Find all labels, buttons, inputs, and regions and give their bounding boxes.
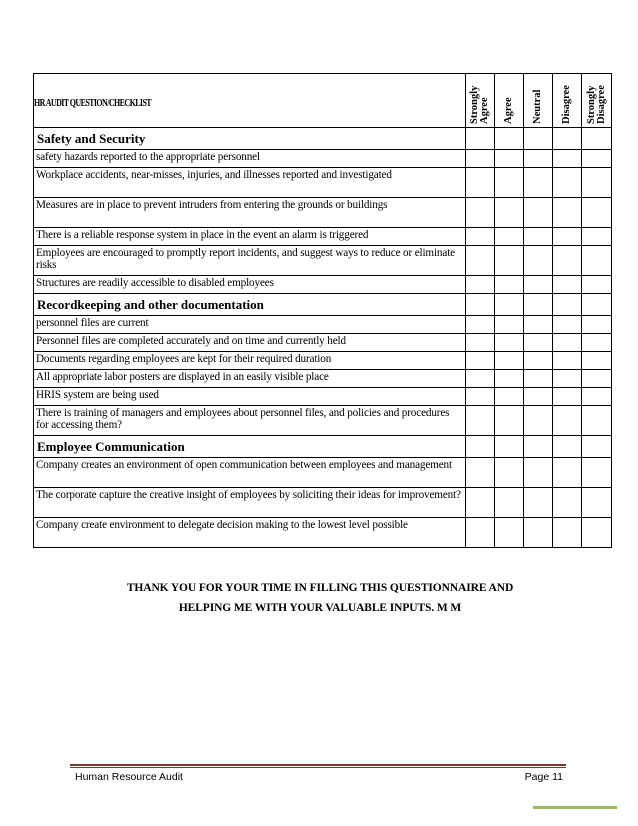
rating-cell-disagree[interactable]: [553, 518, 582, 548]
rating-cell-neutral[interactable]: [524, 276, 553, 294]
section-rating-cell: [582, 294, 612, 316]
table-row: [34, 370, 612, 388]
thank-you-note: [60, 578, 580, 618]
rating-cell-strongly-disagree[interactable]: [582, 198, 612, 228]
question-cell: Documents regarding employees are kept for their required duration: [34, 352, 466, 370]
rating-cell-strongly-disagree[interactable]: [582, 228, 612, 246]
rating-cell-strongly-agree[interactable]: [466, 458, 495, 488]
rating-header-neutral: Neutral: [524, 74, 553, 128]
rating-cell-strongly-agree[interactable]: [466, 518, 495, 548]
rating-cell-disagree[interactable]: [553, 168, 582, 198]
footer-document-title: Human Resource Audit: [75, 771, 183, 783]
question-cell: The corporate capture the creative insight of employees by soliciting their ideas for improvement?: [34, 488, 466, 518]
section-rating-cell: [466, 436, 495, 458]
question-cell: Measures are in place to prevent intruders from entering the grounds or buildings: [34, 198, 466, 228]
rating-cell-agree[interactable]: [495, 518, 524, 548]
rating-cell-disagree[interactable]: [553, 388, 582, 406]
section-row: [34, 436, 612, 458]
rating-cell-disagree[interactable]: [553, 246, 582, 276]
rating-cell-disagree[interactable]: [553, 198, 582, 228]
question-cell: Employees are encouraged to promptly report incidents, and suggest ways to reduce or eliminate risks: [34, 246, 466, 276]
question-cell: personnel files are current: [34, 316, 466, 334]
rating-cell-agree[interactable]: [495, 488, 524, 518]
section-rating-cell: [553, 294, 582, 316]
thank-you-line-1: THANK YOU FOR YOUR TIME IN FILLING THIS QUESTIONNAIRE AND: [126, 582, 514, 594]
rating-header-strongly-disagree: Strongly Disagree: [582, 74, 612, 128]
table-row: [34, 276, 612, 294]
rating-cell-disagree[interactable]: [553, 316, 582, 334]
rating-cell-strongly-agree[interactable]: [466, 334, 495, 352]
rating-cell-disagree[interactable]: [553, 334, 582, 352]
table-row: [34, 246, 612, 276]
rating-cell-neutral[interactable]: [524, 168, 553, 198]
rating-cell-strongly-disagree[interactable]: [582, 246, 612, 276]
question-cell: HRIS system are being used: [34, 388, 466, 406]
section-rating-cell: [524, 294, 553, 316]
rating-cell-neutral[interactable]: [524, 518, 553, 548]
table-row: [34, 228, 612, 246]
rating-cell-agree[interactable]: [495, 458, 524, 488]
rating-cell-strongly-disagree[interactable]: [582, 352, 612, 370]
checklist-header: HR AUDIT QUESTION/CHECKLIST: [34, 74, 466, 128]
rating-cell-neutral[interactable]: [524, 334, 553, 352]
rating-cell-agree[interactable]: [495, 276, 524, 294]
rating-cell-neutral[interactable]: [524, 406, 553, 436]
table-header-row: [34, 74, 612, 128]
section-rating-cell: [495, 294, 524, 316]
rating-cell-strongly-agree[interactable]: [466, 228, 495, 246]
rating-cell-neutral[interactable]: [524, 150, 553, 168]
rating-cell-strongly-disagree[interactable]: [582, 276, 612, 294]
question-cell: Workplace accidents, near-misses, injuries, and illnesses reported and investigated: [34, 168, 466, 198]
table-row: [34, 198, 612, 228]
section-row: [34, 128, 612, 150]
question-cell: Personnel files are completed accurately and on time and currently held: [34, 334, 466, 352]
rating-cell-strongly-agree[interactable]: [466, 352, 495, 370]
rating-cell-agree[interactable]: [495, 352, 524, 370]
section-rating-cell: [495, 128, 524, 150]
section-rating-cell: [466, 128, 495, 150]
question-cell: Company create environment to delegate decision making to the lowest level possible: [34, 518, 466, 548]
section-title: Employee Communication: [34, 436, 466, 458]
section-title: Recordkeeping and other documentation: [34, 294, 466, 316]
table-row: [34, 518, 612, 548]
rating-cell-agree[interactable]: [495, 228, 524, 246]
footer-rule-thin: [70, 767, 566, 768]
rating-cell-disagree[interactable]: [553, 352, 582, 370]
footer-accent-bar: [533, 806, 617, 809]
section-rating-cell: [553, 128, 582, 150]
rating-cell-agree[interactable]: [495, 198, 524, 228]
rating-cell-agree[interactable]: [495, 246, 524, 276]
rating-cell-disagree[interactable]: [553, 228, 582, 246]
rating-cell-strongly-disagree[interactable]: [582, 370, 612, 388]
rating-cell-agree[interactable]: [495, 406, 524, 436]
rating-cell-strongly-disagree[interactable]: [582, 488, 612, 518]
rating-cell-neutral[interactable]: [524, 388, 553, 406]
rating-cell-strongly-disagree[interactable]: [582, 458, 612, 488]
question-cell: Structures are readily accessible to disabled employees: [34, 276, 466, 294]
rating-cell-disagree[interactable]: [553, 488, 582, 518]
rating-cell-disagree[interactable]: [553, 276, 582, 294]
rating-cell-strongly-agree[interactable]: [466, 406, 495, 436]
rating-cell-neutral[interactable]: [524, 370, 553, 388]
table-row: [34, 458, 612, 488]
footer-rule: [70, 764, 566, 766]
section-rating-cell: [582, 128, 612, 150]
table-row: [34, 150, 612, 168]
rating-cell-strongly-disagree[interactable]: [582, 334, 612, 352]
rating-cell-agree[interactable]: [495, 388, 524, 406]
rating-cell-agree[interactable]: [495, 316, 524, 334]
section-rating-cell: [553, 436, 582, 458]
section-rating-cell: [582, 436, 612, 458]
section-rating-cell: [495, 436, 524, 458]
rating-cell-neutral[interactable]: [524, 316, 553, 334]
rating-cell-agree[interactable]: [495, 334, 524, 352]
rating-cell-neutral[interactable]: [524, 198, 553, 228]
section-rating-cell: [524, 436, 553, 458]
rating-cell-neutral[interactable]: [524, 352, 553, 370]
question-cell: There is a reliable response system in place in the event an alarm is triggered: [34, 228, 466, 246]
rating-cell-strongly-agree[interactable]: [466, 370, 495, 388]
rating-header-disagree: Disagree: [553, 74, 582, 128]
rating-cell-strongly-agree[interactable]: [466, 276, 495, 294]
rating-cell-agree[interactable]: [495, 168, 524, 198]
thank-you-line-2: HELPING ME WITH YOUR VALUABLE INPUTS. M M: [178, 602, 462, 614]
table-row: [34, 334, 612, 352]
rating-cell-disagree[interactable]: [553, 370, 582, 388]
rating-cell-neutral[interactable]: [524, 246, 553, 276]
rating-cell-agree[interactable]: [495, 150, 524, 168]
question-cell: Company creates an environment of open communication between employees and management: [34, 458, 466, 488]
rating-header-strongly-agree: Strongly Agree: [466, 74, 495, 128]
rating-cell-strongly-agree[interactable]: [466, 168, 495, 198]
rating-header-agree: Agree: [495, 74, 524, 128]
rating-cell-strongly-disagree[interactable]: [582, 388, 612, 406]
rating-cell-strongly-disagree[interactable]: [582, 150, 612, 168]
rating-cell-disagree[interactable]: [553, 406, 582, 436]
rating-cell-strongly-agree[interactable]: [466, 150, 495, 168]
section-rating-cell: [524, 128, 553, 150]
table-row: [34, 352, 612, 370]
question-cell: There is training of managers and employees about personnel files, and policies and procedures for accessing them?: [34, 406, 466, 436]
rating-cell-neutral[interactable]: [524, 458, 553, 488]
section-title: Safety and Security: [34, 128, 466, 150]
table-row: [34, 388, 612, 406]
section-row: [34, 294, 612, 316]
section-rating-cell: [466, 294, 495, 316]
rating-cell-strongly-disagree[interactable]: [582, 406, 612, 436]
rating-cell-strongly-agree[interactable]: [466, 246, 495, 276]
question-cell: All appropriate labor posters are displayed in an easily visible place: [34, 370, 466, 388]
rating-cell-neutral[interactable]: [524, 228, 553, 246]
rating-cell-strongly-disagree[interactable]: [582, 518, 612, 548]
rating-cell-disagree[interactable]: [553, 150, 582, 168]
rating-cell-neutral[interactable]: [524, 488, 553, 518]
rating-cell-strongly-agree[interactable]: [466, 316, 495, 334]
rating-cell-disagree[interactable]: [553, 458, 582, 488]
table-row: [34, 316, 612, 334]
table-row: [34, 488, 612, 518]
table-row: [34, 406, 612, 436]
rating-cell-strongly-agree[interactable]: [466, 198, 495, 228]
rating-cell-strongly-disagree[interactable]: [582, 316, 612, 334]
question-cell: safety hazards reported to the appropriate personnel: [34, 150, 466, 168]
footer-page-number: Page 11: [524, 771, 563, 783]
table-row: [34, 168, 612, 198]
rating-cell-strongly-disagree[interactable]: [582, 168, 612, 198]
rating-cell-agree[interactable]: [495, 370, 524, 388]
rating-cell-strongly-agree[interactable]: [466, 388, 495, 406]
audit-checklist-table: [33, 73, 612, 548]
rating-cell-strongly-agree[interactable]: [466, 488, 495, 518]
